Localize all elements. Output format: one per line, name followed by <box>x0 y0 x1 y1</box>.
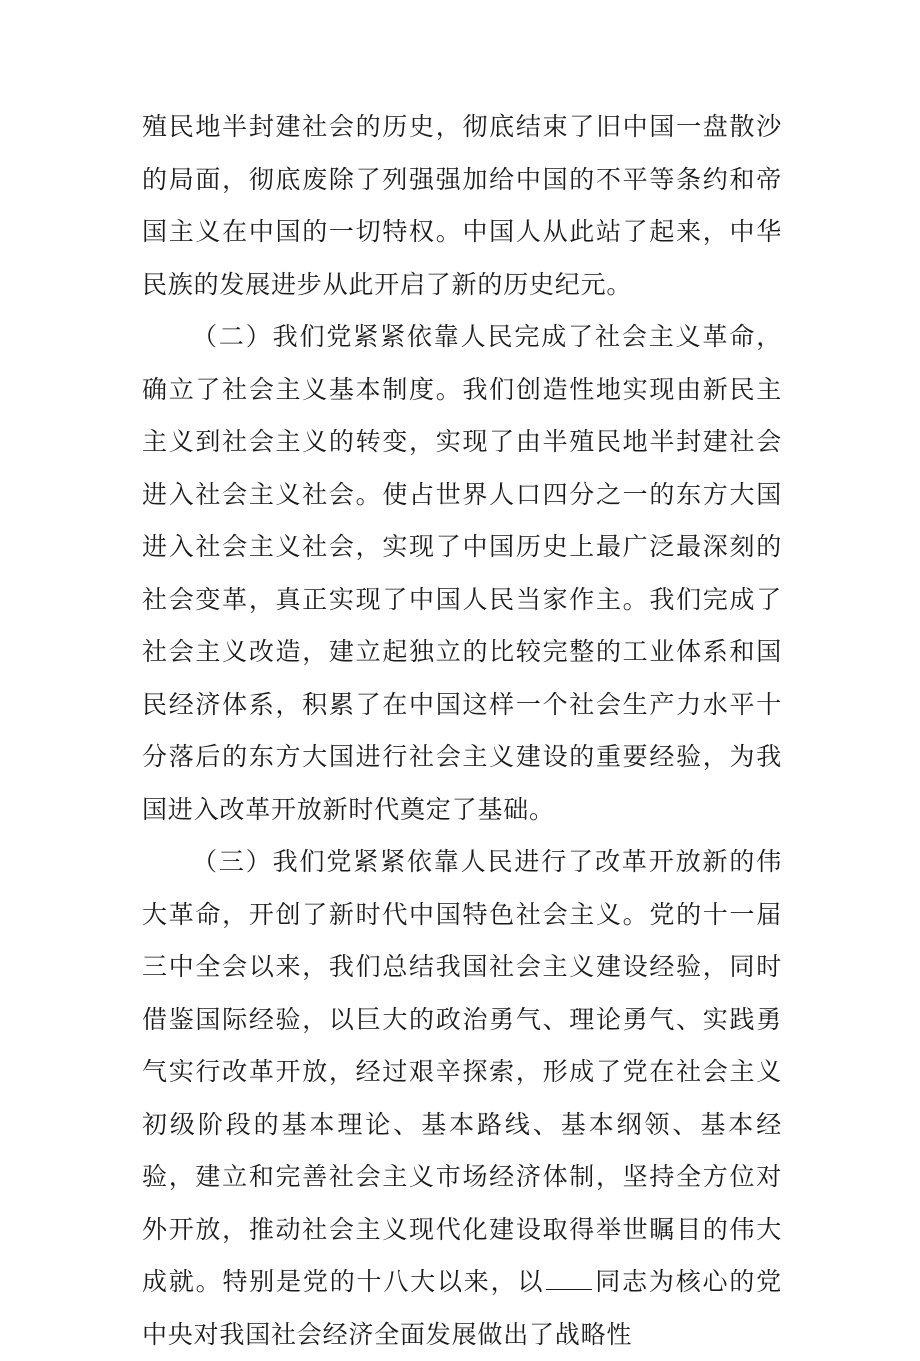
paragraph-section-three-tail: 同志为核心的党中央对我国社会经济全面发展做出了战略性 <box>142 1267 782 1349</box>
document-body <box>142 101 782 1361</box>
paragraph-section-two: （二）我们党紧紧依靠人民完成了社会主义革命，确立了社会主义基本制度。我们创造性地实现由新民主主义到社会主义的转变，实现了由半殖民地半封建社会进入社会主义社会。使占世界人口四分之一的东方大国进入社会主义社会，实现了中国历史上最广泛最深刻的社会变革，真正实现了中国人民当家作主。我们完成了社会主义改造，建立起独立的比较完整的工业体系和国民经济体系，积累了在中国这样一个社会生产力水平十分落后的东方大国进行社会主义建设的重要经验，为我国进入改革开放新时代奠定了基础。 <box>142 322 782 824</box>
paragraph-section-three-text: （三）我们党紧紧依靠人民进行了改革开放新的伟大革命，开创了新时代中国特色社会主义。党的十一届三中全会以来，我们总结我国社会主义建设经验，同时借鉴国际经验，以巨大的政治勇气、理论勇气、实践勇气实行改革开放，经过艰辛探索，形成了党在社会主义初级阶段的基本理论、基本路线、基本纲领、基本经验，建立和完善社会主义市场经济体制，坚持全方位对外开放，推动社会主义现代化建设取得举世瞩目的伟大成就。特别是党的十八大以来，以 <box>142 847 782 1296</box>
fill-in-blank <box>546 1269 592 1290</box>
paragraph-section-three <box>142 836 782 1361</box>
paragraph-continuation: 殖民地半封建社会的历史，彻底结束了旧中国一盘散沙的局面，彻底废除了列强强加给中国的不平等条约和帝国主义在中国的一切特权。中国人从此站了起来，中华民族的发展进步从此开启了新的历史纪元。 <box>142 112 782 299</box>
